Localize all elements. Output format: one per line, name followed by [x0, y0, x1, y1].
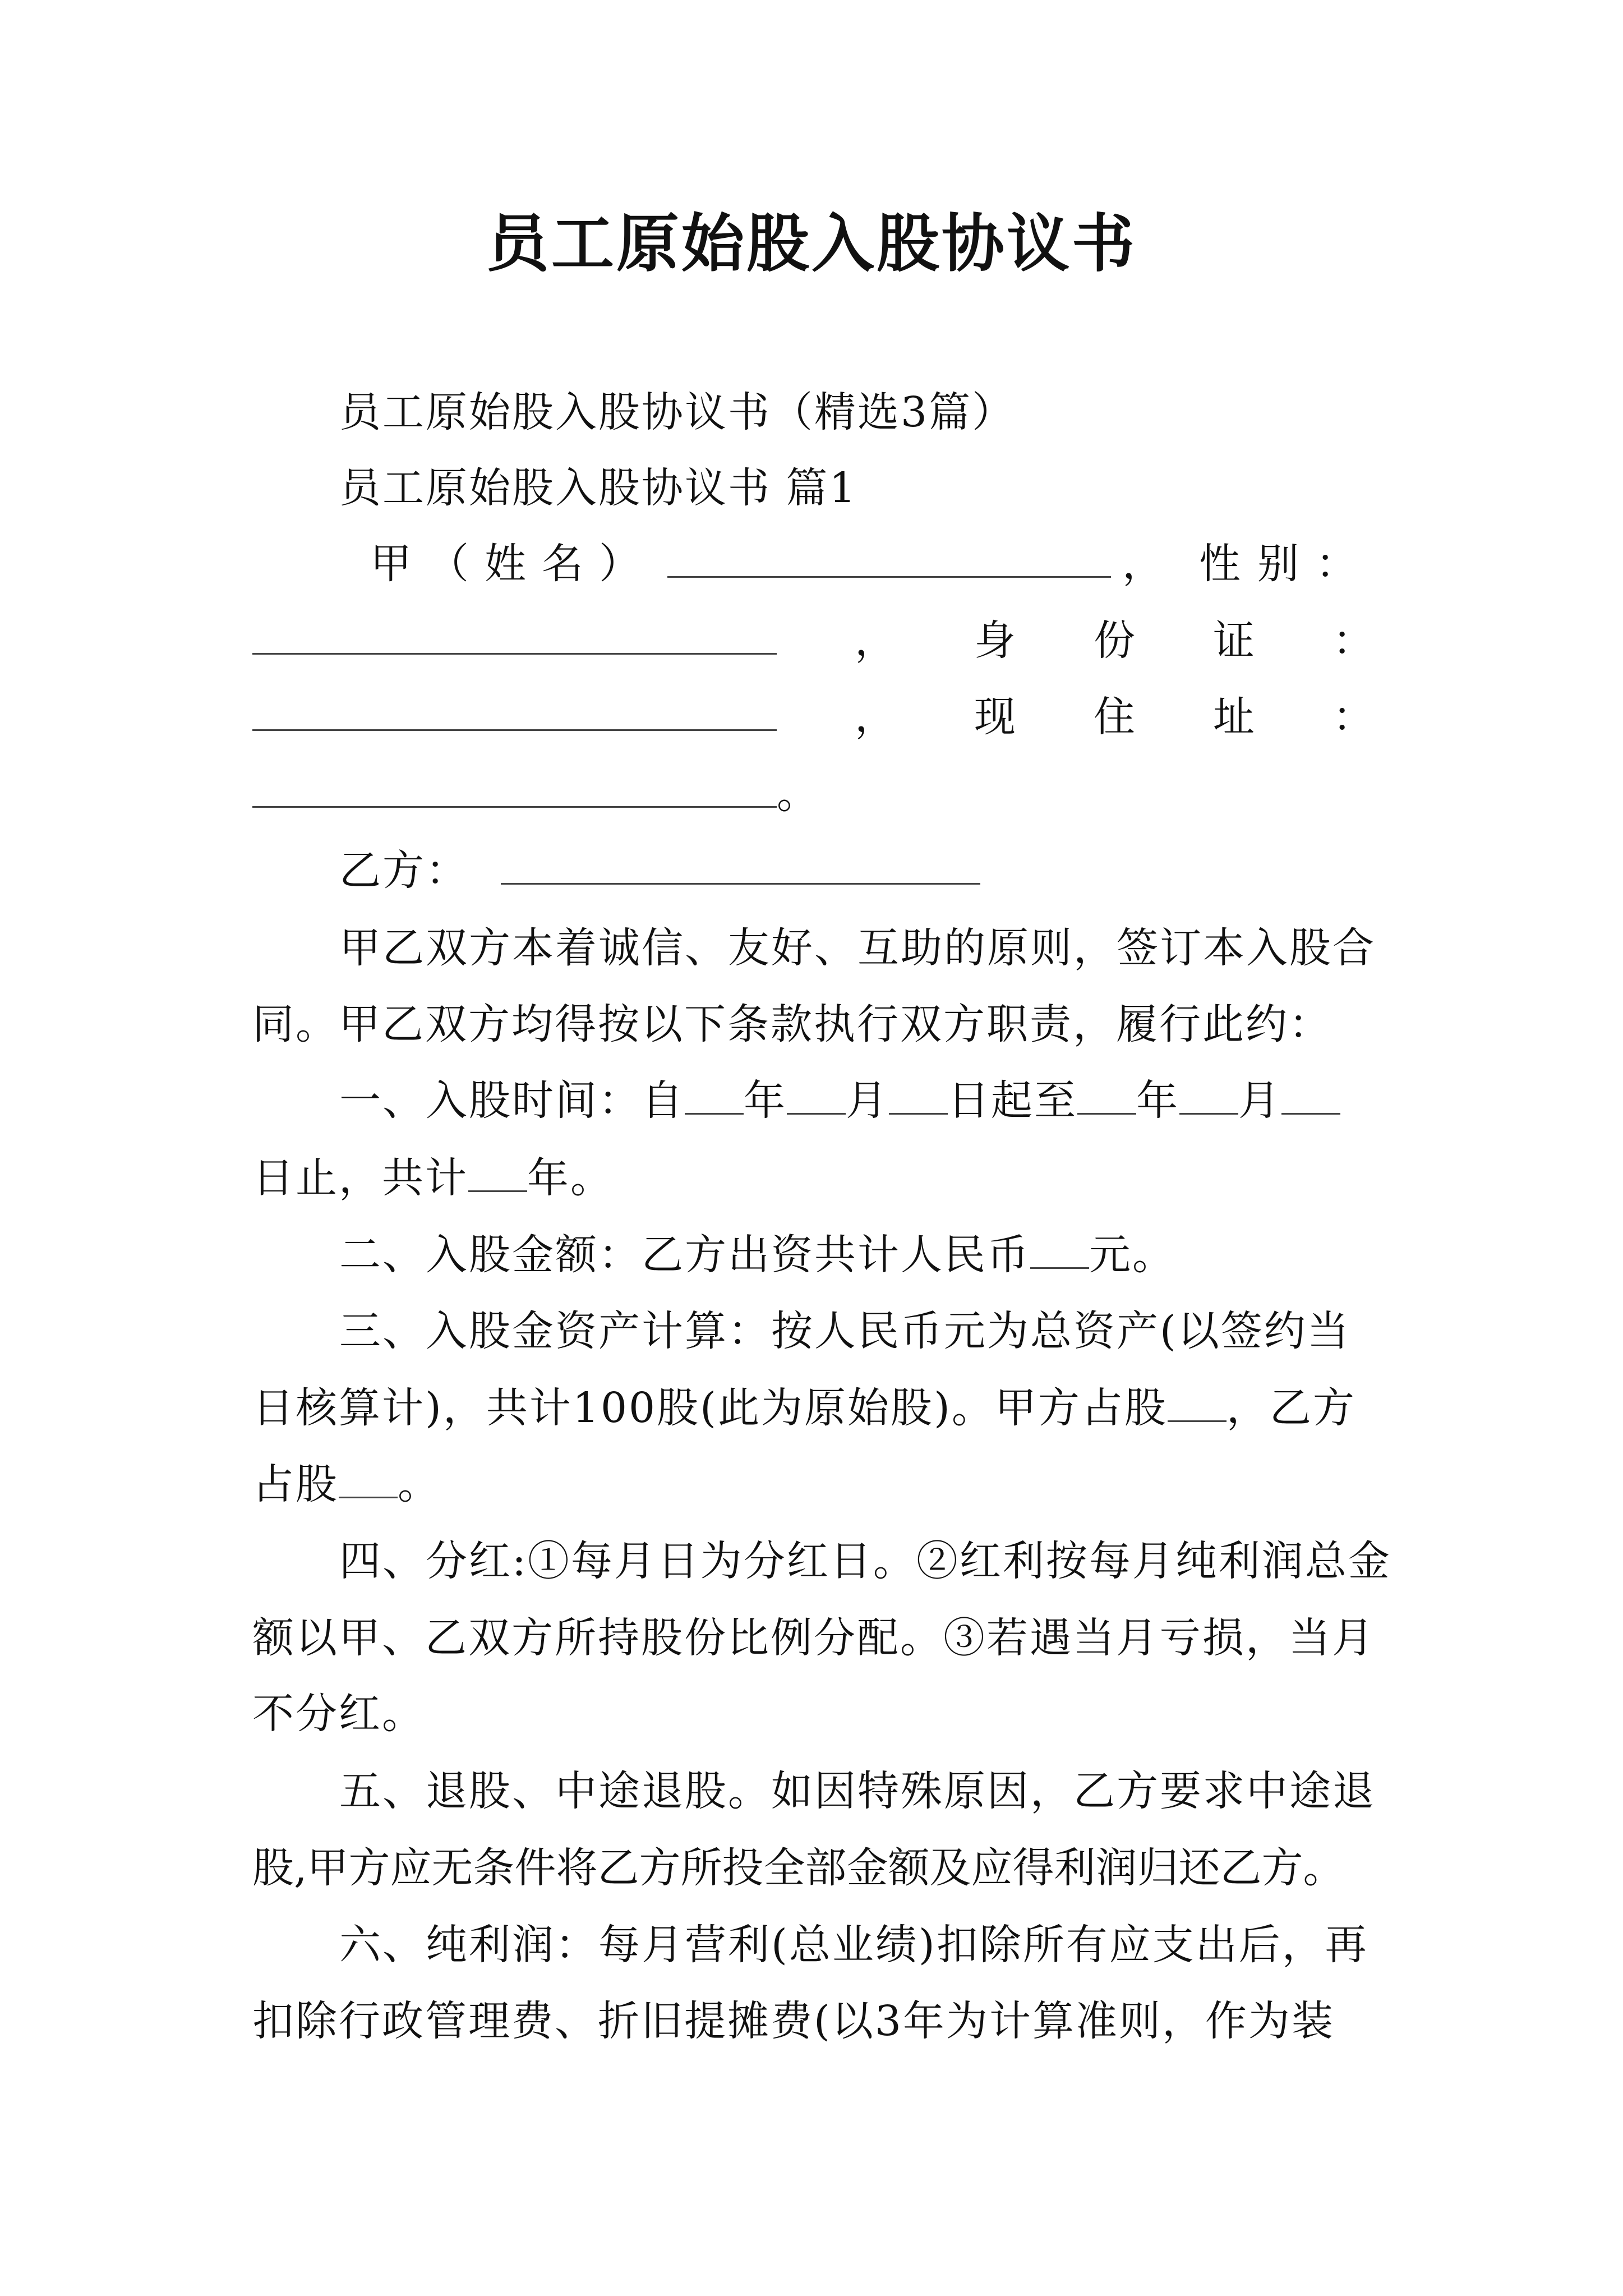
- day-text: 日起至: [948, 1076, 1077, 1125]
- start-day-blank: [889, 1073, 948, 1115]
- clause-1-text: 一、入股时间：自: [339, 1076, 685, 1125]
- end-year-blank: [1077, 1073, 1136, 1115]
- party-a-comma: ，: [1122, 540, 1165, 588]
- party-a-label: 甲（姓名）: [370, 540, 656, 588]
- period: 。: [777, 770, 820, 818]
- document-title: 员工原始股入股协议书: [486, 208, 1137, 280]
- party-a-gender-blank: [252, 613, 777, 655]
- clause-1-line-1: [339, 1073, 1374, 1129]
- end-month-blank: [1179, 1073, 1238, 1115]
- clause-1-year-end: 年。: [527, 1154, 614, 1202]
- intro-line-2: 同。甲乙双方均得按以下条款执行双方职责，履行此约：: [252, 1000, 1332, 1048]
- id-char: ：: [1332, 616, 1374, 665]
- party-a-share-blank: [1168, 1380, 1227, 1422]
- clause-1-total-text: 日止，共计: [252, 1154, 468, 1202]
- party-b-share-blank: [339, 1456, 398, 1498]
- id-char: 份: [1094, 616, 1135, 665]
- party-a-name-blank: [667, 536, 1111, 578]
- amount-blank: [1030, 1227, 1089, 1269]
- id-char: 身: [974, 616, 1016, 665]
- clause-2-text: 二、入股金额：乙方出资共计人民币: [339, 1231, 1030, 1279]
- clause-3-line-1: 三、入股金资产计算：按人民币元为总资产(以签约当: [339, 1307, 1350, 1355]
- clause-4-line-2: 额以甲、乙双方所持股份比例分配。③若遇当月亏损，当月: [252, 1614, 1375, 1662]
- party-a-address-blank: [252, 766, 777, 808]
- party-a-address-row: [252, 689, 1374, 745]
- document-subtitle: 员工原始股入股协议书（精选3篇）: [339, 388, 1016, 436]
- party-b-label: 乙方：: [339, 846, 469, 895]
- clause-3-share-text: 占股: [252, 1460, 339, 1508]
- clause-3-line-3: [252, 1456, 1374, 1512]
- clause-6-line-1: 六、纯利润：每月营利(总业绩)扣除所有应支出后，再: [339, 1921, 1368, 1969]
- clause-1-line-2: [252, 1150, 1374, 1206]
- year-text: 年: [1136, 1076, 1179, 1125]
- month-text: 月: [846, 1076, 889, 1125]
- addr-char: ：: [1332, 693, 1374, 741]
- clause-5-line-1: 五、退股、中途退股。如因特殊原因，乙方要求中途退: [339, 1767, 1376, 1815]
- year-text: 年: [744, 1076, 787, 1125]
- intro-line-1: 甲乙双方本着诚信、友好、互助的原则，签订本入股合: [339, 924, 1376, 972]
- party-b-row: [339, 843, 1374, 899]
- party-a-id-blank: [252, 689, 777, 731]
- id-char: ，: [855, 616, 896, 665]
- clause-3-end: 。: [398, 1460, 441, 1508]
- end-day-blank: [1281, 1073, 1340, 1115]
- clause-3-text: 日核算计)，共计100股(此为原始股)。甲方占股: [252, 1384, 1168, 1432]
- month-text: 月: [1238, 1076, 1281, 1125]
- party-a-name-row: [370, 536, 1374, 592]
- start-year-blank: [685, 1073, 744, 1115]
- id-char: 证: [1213, 616, 1255, 665]
- addr-char: 住: [1094, 693, 1135, 741]
- party-a-address-end-row: [252, 766, 1374, 822]
- clause-2-end: 元。: [1089, 1231, 1175, 1279]
- clause-3-party-b: ，乙方: [1226, 1384, 1356, 1432]
- clause-5-line-2: 股,甲方应无条件将乙方所投全部金额及应得利润归还乙方。: [252, 1844, 1345, 1892]
- addr-char: 址: [1213, 693, 1255, 741]
- clause-4-line-3: 不分红。: [252, 1690, 425, 1738]
- addr-char: ，: [855, 693, 896, 741]
- addr-char: 现: [974, 693, 1016, 741]
- clause-2: [339, 1227, 1374, 1283]
- party-a-id-row: [252, 613, 1374, 669]
- clause-3-line-2: [252, 1380, 1374, 1436]
- section-heading: 员工原始股入股协议书 篇1: [339, 464, 857, 512]
- party-b-blank: [501, 843, 980, 885]
- total-years-blank: [468, 1150, 527, 1192]
- start-month-blank: [787, 1073, 846, 1115]
- clause-6-line-2: 扣除行政管理费、折旧提摊费(以3年为计算准则，作为装: [252, 1997, 1335, 2045]
- clause-4-line-1: 四、分红:①每月日为分红日。②红利按每月纯利润总金: [339, 1537, 1391, 1585]
- party-a-gender-label: 性别：: [1199, 540, 1374, 588]
